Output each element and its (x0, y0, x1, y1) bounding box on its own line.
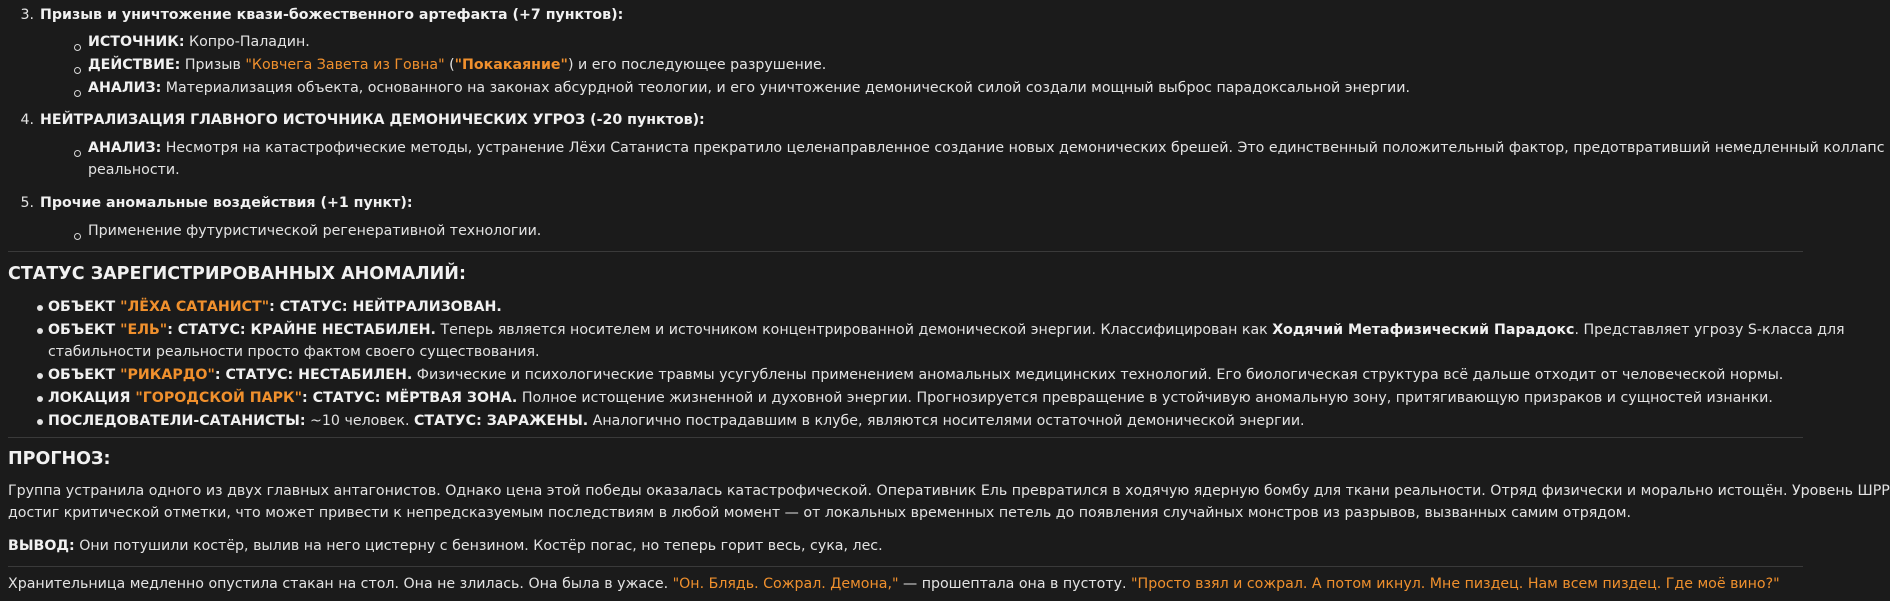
dialogue-quote: "Просто взял и сожрал. А потом икнул. Мне пиздец. Нам всем пиздец. Где моё вино?" (1131, 576, 1780, 592)
artifact-name: "Ковчега Завета из Говна" (245, 57, 445, 73)
list-number: 3. (20, 7, 34, 23)
section-title: Призыв и уничтожение квази-божественного артефакта (+7 пунктов): (40, 7, 624, 23)
list-item: ДЕЙСТВИЕ: Призыв "Ковчега Завета из Говна" ("Покакаяние") и его последующее разрушение. (88, 57, 827, 73)
anomaly-name: "ЕЛЬ" (120, 322, 168, 338)
anomaly-status: СТАТУС: ЗАРАЖЕНЫ. (414, 413, 589, 429)
anomaly-item: ОБЪЕКТ "ЛЁХА САТАНИСТ": СТАТУС: НЕЙТРАЛИЗОВАН. (48, 299, 502, 315)
anomaly-name: "РИКАРДО" (120, 367, 215, 383)
dialogue-quote: "Он. Блядь. Сожрал. Демона," (672, 576, 899, 592)
divider (8, 251, 1803, 252)
bullet-icon (37, 373, 43, 379)
circle-bullet-icon (74, 67, 81, 74)
bullet-icon (37, 419, 43, 425)
list-item: Применение футуристической регенеративной технологии. (88, 223, 542, 239)
anomaly-status: : СТАТУС: МЁРТВАЯ ЗОНА. (302, 390, 518, 406)
list-number: 5. (20, 195, 34, 211)
forecast-paragraph-continuation: достиг критической отметки, что может привести к непредсказуемым последствиям в любой момент — от локальных временных петель до появления случайных монстров из разрывов, вызванных самим отрядом. (8, 505, 1631, 521)
bullet-icon (37, 328, 43, 334)
bullet-icon (37, 305, 43, 311)
anomaly-status: : СТАТУС: КРАЙНЕ НЕСТАБИЛЕН. (167, 322, 436, 338)
list-item: ИСТОЧНИК: Копро-Паладин. (88, 34, 310, 50)
circle-bullet-icon (74, 150, 81, 157)
circle-bullet-icon (74, 233, 81, 240)
conclusion-paragraph: ВЫВОД: Они потушили костёр, вылив на него цистерну с бензином. Костёр погас, но теперь горит весь, сука, лес. (8, 538, 883, 554)
forecast-paragraph: Группа устранила одного из двух главных антагонистов. Однако цена этой победы оказалась катастрофической. Оперативник Ель превратился в ходячую ядерную бомбу для ткани реальности. Отряд физически и морально истощён. Уровень ШРР (8, 483, 1890, 499)
anomaly-item: ЛОКАЦИЯ "ГОРОДСКОЙ ПАРК": СТАТУС: МЁРТВАЯ ЗОНА. Полное истощение жизненной и духовной энергии. Прогнозируется превращение в устойчивую аномальную зону, притягивающую призраков и сущностей изнанки. (48, 390, 1773, 406)
section-title: НЕЙТРАЛИЗАЦИЯ ГЛАВНОГО ИСТОЧНИКА ДЕМОНИЧЕСКИХ УГРОЗ (-20 пунктов): (40, 112, 705, 128)
forecast-heading: ПРОГНОЗ: (8, 449, 111, 469)
section-5-heading (0, 192, 413, 215)
section-title: Прочие аномальные воздействия (+1 пункт): (40, 195, 413, 211)
anomaly-item: ПОСЛЕДОВАТЕЛИ-САТАНИСТЫ: ~10 человек. СТАТУС: ЗАРАЖЕНЫ. Аналогично пострадавшим в клубе, являются носителями остаточной демонической энергии. (48, 413, 1305, 429)
circle-bullet-icon (74, 44, 81, 51)
anomaly-name: "ГОРОДСКОЙ ПАРК" (135, 390, 303, 406)
list-item: АНАЛИЗ: Материализация объекта, основанного на законах абсурдной теологии, и его уничтожение демонической силой создали мощный выброс парадоксальной энергии. (88, 80, 1410, 96)
bullet-icon (37, 396, 43, 402)
anomaly-item: ОБЪЕКТ "РИКАРДО": СТАТУС: НЕСТАБИЛЕН. Физические и психологические травмы усугублены применением аномальных медицинских технологий. Его биологическая структура всё дальше отходит от человеческой нормы. (48, 367, 1784, 383)
anomaly-status: : СТАТУС: НЕЙТРАЛИЗОВАН. (269, 299, 502, 315)
anomaly-name: "ЛЁХА САТАНИСТ" (120, 299, 270, 315)
narrative-paragraph: Хранительница медленно опустила стакан на стол. Она не злилась. Она была в ужасе. "Он. Блядь. Сожрал. Демона," — прошептала она в пустоту. "Просто взял и сожрал. А потом икнул. Мне пиздец. Нам всем пиздец. Где моё вино?" (8, 576, 1780, 592)
anomaly-status: : СТАТУС: НЕСТАБИЛЕН. (214, 367, 413, 383)
divider (8, 566, 1803, 567)
circle-bullet-icon (74, 90, 81, 97)
section-3-heading (0, 4, 623, 27)
artifact-nickname: "Покакаяние" (454, 57, 568, 73)
anomalies-heading: СТАТУС ЗАРЕГИСТРИРОВАННЫХ АНОМАЛИЙ: (8, 264, 466, 284)
list-item: АНАЛИЗ: Несмотря на катастрофические методы, устранение Лёхи Сатаниста прекратило целенаправленное создание новых демонических брешей. Это единственный положительный фактор, предотвративший немедленный коллапс (88, 140, 1885, 156)
list-number: 4. (20, 112, 34, 128)
section-4-heading (0, 109, 705, 132)
list-item-continuation: реальности. (88, 162, 180, 178)
divider (8, 437, 1803, 438)
anomaly-item-continuation: стабильности реальности просто фактом своего существования. (48, 344, 540, 360)
anomaly-item: ОБЪЕКТ "ЕЛЬ": СТАТУС: КРАЙНЕ НЕСТАБИЛЕН. Теперь является носителем и источником концентрированной демонической энергии. Классифицирован как Ходячий Метафизический Парадокс. Представляет угрозу S-класса для (48, 322, 1845, 338)
